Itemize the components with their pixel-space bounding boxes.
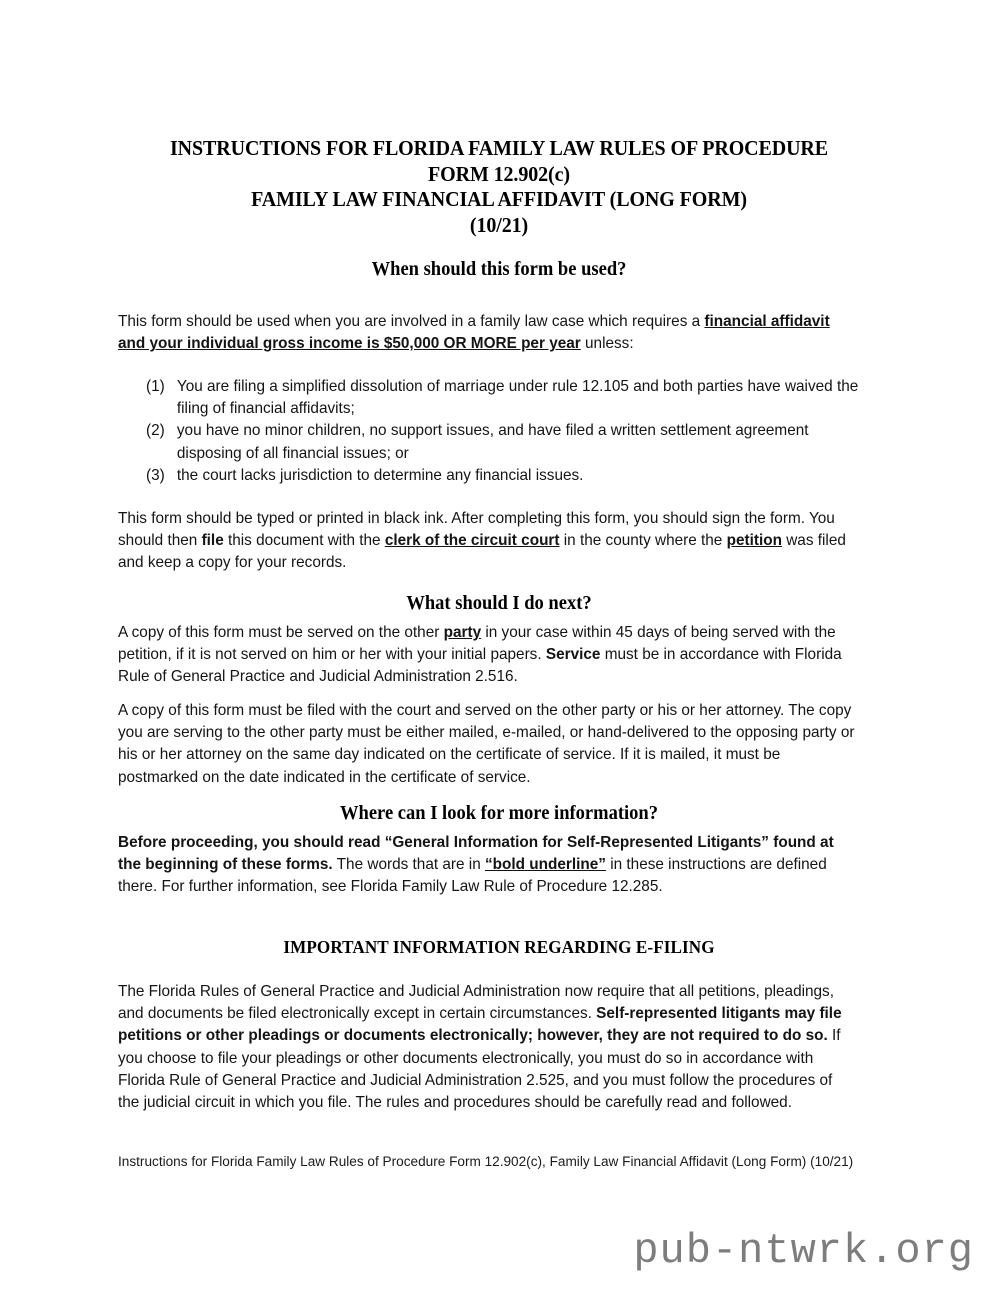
list-item [146, 376, 860, 420]
heading-when-should-this-form-be-used: When should this form be used? [371, 259, 627, 280]
more-info-text-part-2: in these instructions are defined there. For further information, see Florida Family Law Rule of Procedure 12.285. [118, 856, 827, 896]
list-item-marker: (1) [146, 378, 165, 395]
more-info-bold-lead: Before proceeding, you should read “General Information for Self-Represented Litigants” found at the beginning of these forms. [118, 834, 834, 874]
what-next-text-part-1: A copy of this form must be served on the other [118, 624, 444, 641]
closing-text-part-3: in the county where the [559, 532, 727, 550]
closing-text-part-4: was filed and keep a copy for your records. [118, 532, 846, 572]
more-info-text-part-1: The words that are in [332, 856, 485, 874]
paragraph-what-next-2: A copy of this form must be filed with the court and served on the other party or his or her attorney. The copy you are serving to the other party must be either mailed, e-mailed, or hand-delivered to the opposing party or his or her attorney on the same day indicated on the certificate of service. If it is mailed, it must be postmarked on the date indicated in the certificate of service. [118, 702, 855, 786]
paragraph-when-used-intro [118, 311, 855, 355]
closing-text-part-2: this document with the [223, 532, 385, 550]
title-line-1: INSTRUCTIONS FOR FLORIDA FAMILY LAW RULES OF PROCEDURE [169, 136, 829, 160]
what-next-text-part-3: must be in accordance with Florida Rule of General Practice and Judicial Administration 2.516. [118, 646, 842, 686]
list-item-text: the court lacks jurisdiction to determine any financial issues. [176, 466, 584, 484]
term-service: Service [545, 646, 601, 664]
list-item-marker: (3) [146, 466, 165, 484]
efiling-text-part-2: If you choose to file your pleadings or other documents electronically, you must do so in accordance with Florida Rule of General Practice and Judicial Administration 2.525, and you must follow the procedures of the judicial circuit in which you file. The rules and procedures should be carefully read and followed. [118, 1027, 841, 1112]
footer-reference-line: Instructions for Florida Family Law Rules of Procedure Form 12.902(c), Family Law Financial Affidavit (Long Form) (10/21) [118, 1153, 854, 1169]
intro-bold-underline-term: financial affidavit and your individual gross income is $50,000 OR MORE per year [118, 313, 830, 353]
term-party: party [443, 624, 482, 641]
what-next-text-part-2: in your case within 45 days of being served with the petition, if it is not served on him or her with your initial papers. [118, 624, 836, 664]
watermark: pub-ntwrk.org [633, 1227, 974, 1275]
heading-where-can-i-look-for-more-information: Where can I look for more information? [340, 803, 658, 824]
paragraph-efiling [118, 981, 855, 1114]
paragraph-more-information [118, 832, 855, 899]
term-bold-underline: “bold underline” [484, 856, 606, 874]
list-item-marker: (2) [146, 422, 165, 440]
numbered-exceptions-list [146, 376, 860, 487]
paragraph-what-next-1 [118, 622, 855, 689]
list-item [146, 420, 860, 464]
term-file: file [201, 532, 224, 550]
paragraph-when-used-closing [118, 508, 855, 575]
closing-text-part-1: This form should be typed or printed in black ink. After completing this form, you should sign the form. You should then [118, 510, 835, 550]
title-line-2: FORM 12.902(c) [428, 161, 570, 186]
title-line-4: (10/21) [469, 212, 529, 237]
heading-important-information-regarding-e-filing: IMPORTANT INFORMATION REGARDING E-FILING [283, 937, 715, 957]
document-title [145, 136, 854, 238]
efiling-bold-clause: Self-represented litigants may file petitions or other pleadings or documents electronically; however, they are not required to do so. [118, 1005, 842, 1045]
intro-text-after: unless: [580, 335, 634, 353]
heading-what-should-i-do-next: What should I do next? [406, 593, 592, 614]
intro-text-before: This form should be used when you are involved in a family law case which requires a [118, 313, 705, 330]
title-line-3: FAMILY LAW FINANCIAL AFFIDAVIT (LONG FORM) [251, 187, 747, 211]
term-clerk-of-the-circuit-court: clerk of the circuit court [384, 532, 560, 550]
list-item [146, 465, 860, 487]
term-petition: petition [726, 532, 782, 550]
efiling-text-part-1: The Florida Rules of General Practice and Judicial Administration now require that all petitions, pleadings, and documents be filed electronically except in certain circumstances. [118, 983, 834, 1023]
list-item-text: you have no minor children, no support issues, and have filed a written settlement agreement disposing of all financial issues; or [176, 422, 809, 462]
list-item-text: You are filing a simplified dissolution of marriage under rule 12.105 and both parties have waived the filing of financial affidavits; [176, 378, 859, 418]
